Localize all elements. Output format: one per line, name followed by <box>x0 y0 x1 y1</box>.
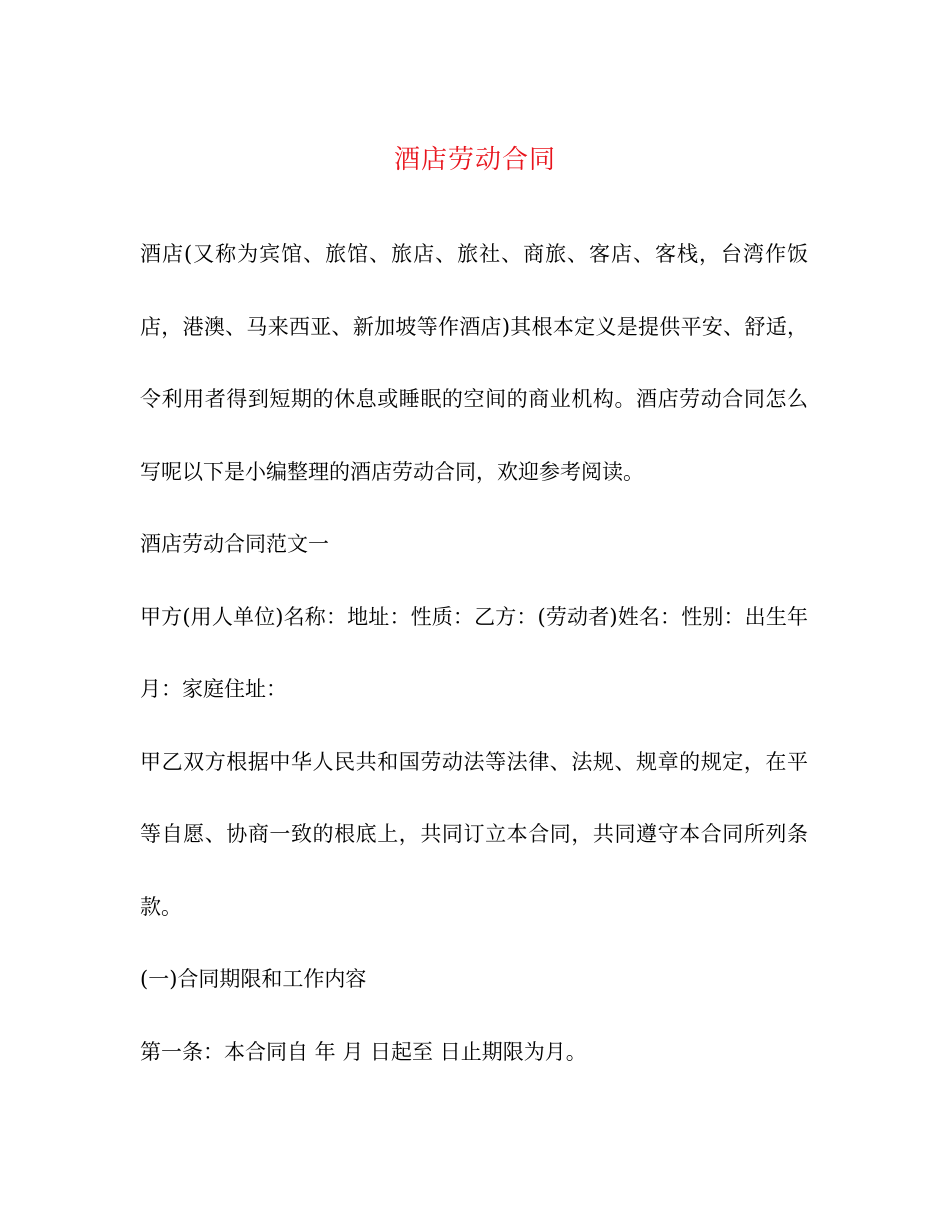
agreement-basis-paragraph: 甲乙双方根据中华人民共和国劳动法等法律、法规、规章的规定，在平等自愿、协商一致的根底上，共同订立本合同，共同遵守本合同所列条款。 <box>140 749 808 919</box>
section-heading-sample-one: 酒店劳动合同范文一 <box>140 532 329 556</box>
section-heading-term-and-duties: (一)合同期限和工作内容 <box>140 967 367 991</box>
article-one-paragraph: 第一条：本合同自 年 月 日起至 日止期限为月。 <box>140 1039 587 1064</box>
document-title: 酒店劳动合同 <box>393 145 556 175</box>
document-body <box>140 218 808 1088</box>
parties-info-paragraph: 甲方(用人单位)名称：地址：性质：乙方：(劳动者)姓名：性别：出生年月：家庭住址： <box>140 604 808 701</box>
intro-paragraph: 酒店(又称为宾馆、旅馆、旅店、旅社、商旅、客店、客栈，台湾作饭店，港澳、马来西亚、新加坡等作酒店)其根本定义是提供平安、舒适，令利用者得到短期的休息或睡眠的空间的商业机构。酒店劳动合同怎么写呢以下是小编整理的酒店劳动合同，欢迎参考阅读。 <box>140 242 808 484</box>
